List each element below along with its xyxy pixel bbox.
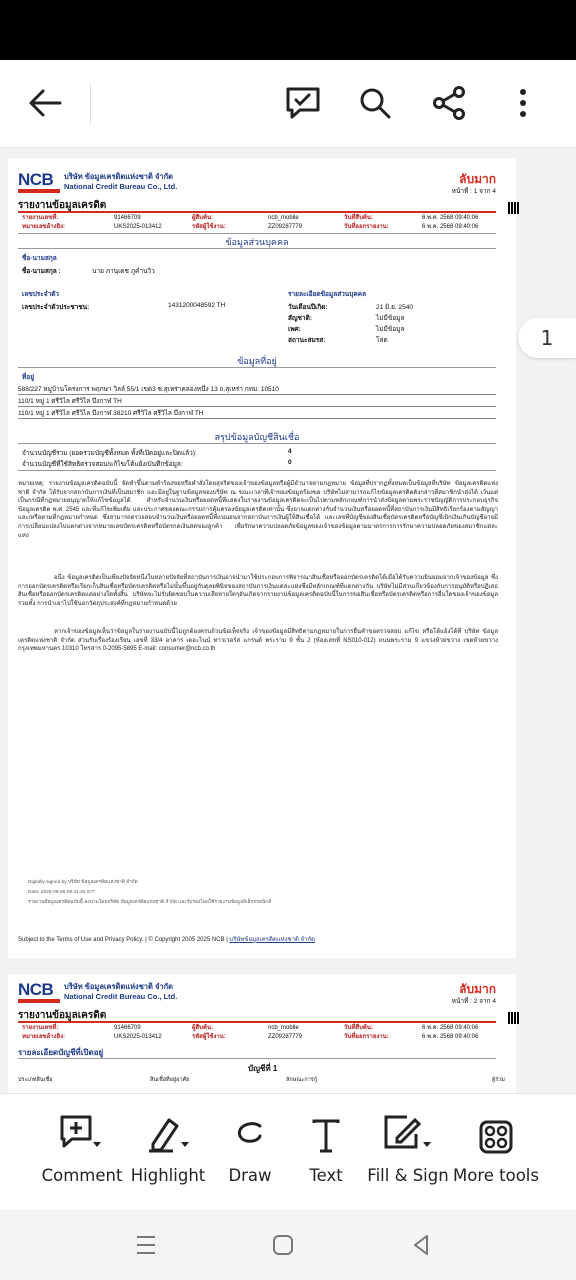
nationality-value: ไม่มีข้อมูล	[376, 315, 405, 322]
accounts-rule	[18, 1058, 496, 1059]
add-comment-icon	[59, 1094, 105, 1160]
sex-label: เพศ:	[288, 326, 301, 333]
company-name: บริษัท ข้อมูลเครดิตแห่งชาติ จำกัด National Credit Bureau Co., Ltd.	[64, 172, 178, 191]
fill-sign-icon	[383, 1094, 433, 1160]
summary-rule	[18, 470, 496, 471]
confidential-label: ลับมาก	[459, 172, 496, 186]
text-tool[interactable]: Text	[296, 1094, 356, 1211]
name-section-label: ชื่อ-นามสกุล	[22, 255, 57, 262]
system-nav-bar	[0, 1210, 576, 1280]
meta-rule	[18, 233, 496, 234]
comment-tool[interactable]: Comment	[36, 1094, 128, 1211]
document-page-2	[8, 974, 516, 1093]
document-page-1	[8, 158, 516, 958]
meta-labels-3: วันที่สืบค้น: วันที่ออกรายงาน:	[344, 1025, 389, 1040]
meta-labels-2: ผู้สืบค้น: รหัสผู้ใช้งาน:	[192, 215, 226, 230]
summary-total-value: 4	[288, 448, 292, 455]
nationality-label: สัญชาติ:	[288, 315, 312, 322]
dob-label: วันเดือนปีเกิด:	[288, 304, 328, 311]
footer-link[interactable]: บริษัทข้อมูลเครดิตแห่งชาติ จำกัด	[229, 937, 315, 943]
summary-dispute-value: 0	[288, 459, 292, 466]
highlighter-icon	[145, 1094, 191, 1160]
home-icon[interactable]	[268, 1230, 298, 1260]
recent-apps-icon[interactable]	[131, 1230, 161, 1260]
meta-values-3: 6 พ.ค. 2568 09:40:06 6 พ.ค. 2568 09:40:06	[422, 215, 479, 230]
page-footer: Subject to the Terms of Use and Privacy Policy. | © Copyright 2005 2025 NCB | บริษัทข้อมูลเครดิตแห่งชาติ จำกัด	[18, 937, 315, 943]
company-name: บริษัท ข้อมูลเครดิตแห่งชาติ จำกัด National Credit Bureau Co., Ltd.	[64, 982, 178, 1001]
annotation-toolbar	[0, 1093, 576, 1210]
disclaimer-paragraph-1: หมายเหตุ: รายงานข้อมูลเครดิตฉบับนี้ จัดทำขึ้นตามคำร้องขอหรือคำสั่งโดยสุจริตของเจ้าของข้อมูลหรือผู้มีอำนาจตามกฎหมาย ข้อมูลที่ปรากฏทั้งหมดเป็นข้อมูลที่บริษัท ข้อมูลเครดิตแห่งชาติ จำกัด ได้รับจากสถาบันการเงินที่เป็นสมาชิก และมีอยู่ในฐานข้อมูลของบริษัท ณ ขณะเวลาที่เจ้าของข้อมูลร้องขอ บริษัทไม่สามารถแก้ไขข้อมูลเครดิตดังกล่าวที่สมาชิกนำส่งได้ เว้นแต่เป็นกรณีที่กฎหมายอนุญาตให้แก้ไขข้อมูลได้ สำหรับจำนวนเงินหรือยอดหนี้ที่แสดงในรายงานข้อมูลเครดิตจะเป็นไปตามหลักเกณฑ์การนำส่งข้อมูลตามพระราชบัญญัติการประกอบธุรกิจข้อมูลเครดิต พ.ศ. 2545 และที่แก้ไขเพิ่มเติม และประกาศของคณะกรรมการคุ้มครองข้อมูลเครดิตเท่านั้น ซึ่งอาจแตกต่างกับจำนวนเงินหรือยอดหนี้ที่สถาบันการเงินมีสิทธิเรียกร้องตามสัญญา และ/หรือตามที่กฎหมายกำหนด ซึ่งสามารถตรวจสอบจำนวนเงินหรือยอดหนี้ที่แน่นอนจากสถาบันการเงินผู้ให้สินเชื่อได้ และเลขที่บัญชีของสินเชื่อบัตรเครดิตหรือบัญชีเบิกเงินเกินบัญชีอาจมีการเปลี่ยนแปลงไปแตกต่างจากหมายเลขบัตรเครดิตหรือบัตรกดเงินสดของลูกค้า เพื่อรักษาความปลอดภัยข้อมูลของเจ้าของข้อมูลตามมาตรการการรักษาความปลอดภัยของสมาชิกแต่ละแห่ง	[18, 481, 498, 539]
back-nav-icon[interactable]	[406, 1230, 436, 1260]
name-label: ชื่อ-นามสกุล :	[22, 268, 61, 275]
account-col: ประเภทสินเชื่อ	[18, 1077, 53, 1083]
app-bar	[0, 60, 576, 148]
disclaimer-paragraph-2: อนึ่ง ข้อมูลเครดิตเป็นเพียงปัจจัยหนึ่งในหลายปัจจัยที่สถาบันการเงินอาจนำมาใช้ประกอบการพิจารณาสินเชื่อหรือออกบัตรเครดิตได้เมื่อได้รับความยินยอมจากเจ้าของข้อมูล ซึ่งการออกบัตรเครดิตหรือเรียกเก็บสินเชื่อหรือบัตรเครดิตหรือไม่นั้นขึ้นอยู่กับดุลยพินิจของสถาบันการเงินแต่ละแห่งซึ่งมีหลักเกณฑ์ที่แตกต่างกัน บริษัทไม่มีส่วนเกี่ยวข้องกับการอนุมัติหรือปฏิเสธสินเชื่อหรือออกบัตรเครดิตแต่อย่างใดทั้งสิ้น บริษัทจะไม่รับผิดชอบในความเสียหายใดๆอันเกิดจากรายงานข้อมูลเครดิตฉบับนี้ในการขอสินเชื่อหรือบัตรเครดิตหรือการอื่นใดของเจ้าของข้อมูล รวมทั้ง การนำเอาไปใช้นอกวัตถุประสงค์ที่กฎหมายกำหนดด้วย	[18, 575, 498, 607]
marital-value: โสด	[376, 337, 388, 344]
address-row: 110/1 หมู่ 1 ศรีวิไล ศรีวิไล บึงกาฬ 38210 ศรีวิไล ศรีวิไล บึงกาฬ TH	[18, 408, 496, 419]
meta-labels-3: วันที่สืบค้น: วันที่ออกรายงาน:	[344, 215, 389, 230]
status-bar	[0, 0, 576, 60]
ncb-logo: NCB	[18, 982, 60, 1002]
text-icon	[311, 1094, 341, 1160]
share-icon[interactable]	[426, 80, 472, 126]
address-label: ที่อยู่	[22, 374, 34, 381]
meta-labels-1: รายงานเลขที่: หมายเลขอ้างอิง:	[22, 215, 66, 230]
disclaimer-paragraph-3: หากเจ้าของข้อมูลเห็นว่าข้อมูลในรายงานฉบับนี้ไม่ถูกต้องครบถ้วนข้อเท็จจริง เจ้าของข้อมูลมีสิทธิตามกฎหมายในการยื่นคำขอตรวจสอบ แก้ไข หรือโต้แย้งได้ที่ บริษัท ข้อมูลเครดิตแห่งชาติ จำกัด ส่วนรับเรื่องร้องเรียน เลขที่ 33/4 อาคาร เดอะไนน์ ทาวเวอร์ส แกรนด์ พระราม 9 ชั้น 2 (ห้องเลขที่ NS010-012) ถนนพระราม 9 แขวงห้วยขวาง เขตห้วยขวาง กรุงเทพมหานคร 10310 โทรสาร 0-2095-5895 E-mail: consumer@ncb.co.th	[18, 629, 498, 653]
section-address: ข้อมูลที่อยู่	[18, 354, 496, 368]
digital-signature-line: Digitally signed by บริษัท ข้อมูลเครดิตแห่งชาติ จำกัด	[28, 880, 138, 885]
open-accounts-label: รายละเอียดบัญชีที่เปิดอยู่	[18, 1048, 104, 1057]
report-title: รายงานข้อมูลเครดิต	[18, 1010, 107, 1021]
fill-sign-tool[interactable]: Fill & Sign	[366, 1094, 450, 1211]
search-icon[interactable]	[352, 80, 398, 126]
confidential-label: ลับมาก	[459, 982, 496, 996]
id-section-label: เลขประจำตัว	[22, 291, 60, 298]
document-viewer[interactable]	[0, 148, 576, 1093]
id-value: 1431200048592 TH	[168, 302, 226, 309]
marital-label: สถานะสมรส:	[288, 337, 326, 344]
comment-icon[interactable]	[280, 80, 326, 126]
header-rule	[18, 1021, 496, 1023]
qr-code-icon	[508, 202, 520, 214]
address-row: 110/1 หมู่ 1 ศรีวิไล ศรีวิไล บึงกาฬ TH	[18, 396, 496, 407]
account-col: สินเชื่อที่อยู่อาศัย	[150, 1077, 190, 1083]
page-counter: หน้าที่ : 1 จาก 4	[451, 188, 496, 195]
draw-tool[interactable]: Draw	[220, 1094, 280, 1211]
back-arrow-icon[interactable]	[22, 80, 68, 126]
account-title: บัญชีที่ 1	[248, 1064, 278, 1073]
meta-values-2: ncb_mobile ZZ09287779	[268, 1025, 303, 1040]
report-title: รายงานข้อมูลเครดิต	[18, 200, 107, 211]
page-counter: หน้าที่ : 2 จาก 4	[451, 998, 496, 1005]
app-bar-divider	[90, 84, 91, 124]
section-personal-info: ข้อมูลส่วนบุคคล	[18, 235, 496, 249]
meta-values-2: ncb_mobile ZZ09287779	[268, 215, 303, 230]
meta-values-1: 91466709 UKS2025-013412	[114, 215, 162, 230]
meta-labels-1: รายงานเลขที่: หมายเลขอ้างอิง:	[22, 1025, 66, 1040]
account-col: ลักษณะการกู้	[286, 1077, 318, 1083]
meta-labels-2: ผู้สืบค้น: รหัสผู้ใช้งาน:	[192, 1025, 226, 1040]
header-rule	[18, 211, 496, 213]
ncb-logo: NCB	[18, 172, 60, 192]
digital-signature-date: Date: 2025-05-06 09:41:25 ICT	[28, 890, 95, 895]
personal-detail-label: รายละเอียดข้อมูลส่วนบุคคล	[288, 291, 367, 298]
summary-dispute-label: จำนวนบัญชีที่ใช้สิทธิตรวจสอบ/แก้ไข/โต้แย้ง/บันทึกข้อมูล:	[22, 461, 183, 468]
meta-values-3: 6 พ.ค. 2568 09:40:06 6 พ.ค. 2568 09:40:06	[422, 1025, 479, 1040]
more-vertical-icon[interactable]	[500, 80, 546, 126]
address-row: 588/227 หมู่บ้านโครงการ พฤกษา วิลล์ 55/1 เขต3 ซ.สุเหร่าคลองหนึ่ง 13 ถ.สุเหร่า กทม. 10510	[18, 384, 496, 395]
qr-code-icon	[508, 1012, 520, 1024]
meta-values-1: 91466709 UKS2025-013412	[114, 1025, 162, 1040]
more-tools[interactable]: More tools	[454, 1094, 538, 1211]
sex-value: ไม่มีข้อมูล	[376, 326, 405, 333]
highlight-tool[interactable]: Highlight	[130, 1094, 206, 1211]
digital-signature-note: รายงานข้อมูลเครดิตฉบับนี้ ลงนามโดยบริษัท ข้อมูลเครดิตแห่งชาติ จำกัด และรับรองโดยใช้รายงานข้อมูลอิเล็กทรอนิกส์	[28, 900, 272, 905]
section-account-summary: สรุปข้อมูลบัญชีสินเชื่อ	[18, 430, 496, 444]
page-number-indicator: 1	[518, 318, 576, 358]
name-value: นาย ภานุเดช ภูคำนวิว	[92, 268, 155, 275]
id-label: เลขประจำตัวประชาชน:	[22, 304, 90, 311]
account-col: ผู้ร่วม	[492, 1077, 505, 1083]
summary-total-label: จำนวนบัญชีรวม (ยอดรวมบัญชีทั้งหมด ทั้งที่เปิดอยู่และปิดแล้ว):	[22, 450, 197, 457]
grid-icon	[479, 1094, 513, 1160]
draw-icon	[230, 1094, 270, 1160]
dob-value: 21 มิ.ย. 2540	[376, 304, 414, 311]
